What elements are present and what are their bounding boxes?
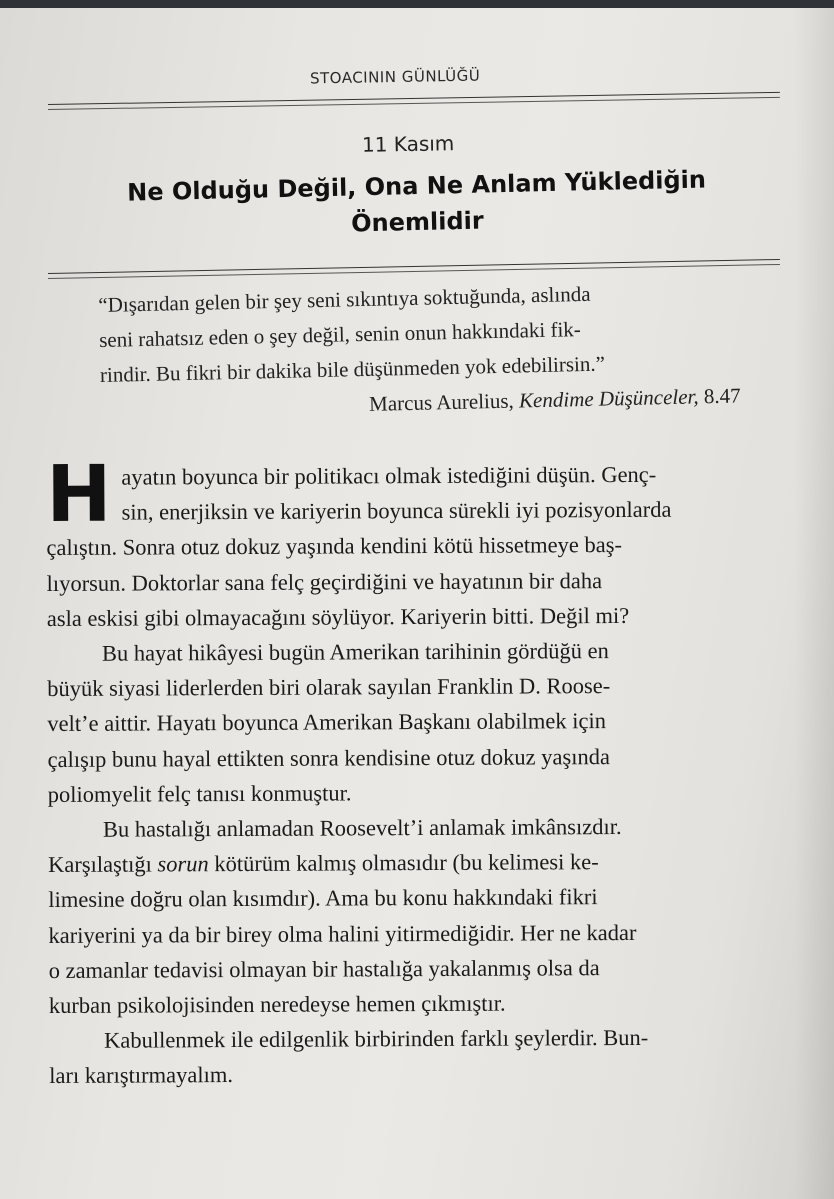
text-line: sin, enerjiksin ve kariyerin boyunca sürekli iyi pozisyonlarda: [121, 496, 672, 525]
text-run: Karşılaştığı: [48, 851, 158, 878]
text-line: kariyerini ya da bir birey olma halini yitirmediğidir. Her ne kadar: [48, 919, 637, 948]
paragraph-1: [45, 449, 817, 636]
text-line: çalıştın. Sonra otuz dokuz yaşında kendini kötü hissetmeye baş-: [46, 532, 623, 561]
text-line: Kabullenmek ile edilgenlik birbirinden farklı şeylerdir. Bun-: [103, 1025, 649, 1053]
paragraph-2: [47, 632, 818, 812]
text-line: asla eskisi gibi olmayacağını söylüyor. Kariyerin bitti. Değil mi?: [46, 602, 630, 631]
text-line: velt’e aittir. Hayatı boyunca Amerikan Başkanı olabilmek için: [47, 708, 607, 737]
paragraph-4: [49, 1019, 819, 1093]
text-line: o zamanlar tedavisi olmayan bir hastalığa yakalanmış olsa da: [48, 954, 600, 983]
text-line: limesine doğru olan kısımdır). Ama bu konu hakkındaki fikri: [48, 884, 598, 913]
text-line: [48, 843, 818, 882]
text-line: lıyorsun. Doktorlar sana felç geçirdiğini ve hayatının bir daha: [46, 567, 603, 596]
entry-title-line-2: Önemlidir: [350, 206, 484, 238]
epigraph-quote: [98, 273, 741, 427]
text-line: kurban psikolojisinden neredeyse hemen çıkmıştır.: [48, 990, 506, 1019]
drop-cap: H: [45, 449, 112, 540]
body-text: [45, 449, 819, 1094]
entry-date: 11 Kasım: [361, 131, 455, 157]
quote-line: rindir. Bu fikri bir dakika bile düşünmeden yok edebilirsin.”: [99, 351, 606, 387]
text-line: büyük siyasi liderlerden biri olarak sayılan Franklin D. Roose-: [47, 673, 611, 702]
emphasis-text: sorun: [157, 851, 209, 877]
entry-title-line-1: Ne Olduğu Değil, Ona Ne Anlam Yüklediğin: [126, 165, 707, 207]
text-line: poliomyelit felç tanısı konmuştur.: [47, 780, 352, 807]
running-head: STOACININ GÜNLÜĞÜ: [309, 66, 481, 88]
text-run: kötürüm kalmış olmasıdır (bu kelimesi ke-: [208, 849, 599, 877]
entry-title: [0, 159, 834, 250]
text-line: ları karıştırmayalım.: [49, 1062, 233, 1089]
text-line: ayatın boyunca bir politikacı olmak istediğini düşün. Genç-: [121, 461, 657, 490]
quote-line: seni rahatsız eden o şey değil, senin onun hakkındaki fik-: [98, 317, 582, 352]
text-line: Bu hayat hikâyesi bugün Amerikan tarihinin gördüğü en: [101, 638, 609, 666]
quote-line: “Dışarıdan gelen bir şey seni sıkıntıya soktuğunda, aslında: [98, 281, 591, 317]
quote-source: Kendime Düşünceler,: [518, 384, 699, 413]
book-page: [0, 8, 834, 1199]
text-line: çalışıp bunu hayal ettikten sonra kendisine otuz dokuz yaşında: [47, 743, 610, 772]
quote-reference: 8.47: [703, 383, 741, 409]
paragraph-3: [48, 808, 819, 1023]
quote-author: Marcus Aurelius,: [368, 388, 515, 416]
text-line: Bu hastalığı anlamadan Roosevelt’i anlamak imkânsızdır.: [102, 814, 622, 842]
